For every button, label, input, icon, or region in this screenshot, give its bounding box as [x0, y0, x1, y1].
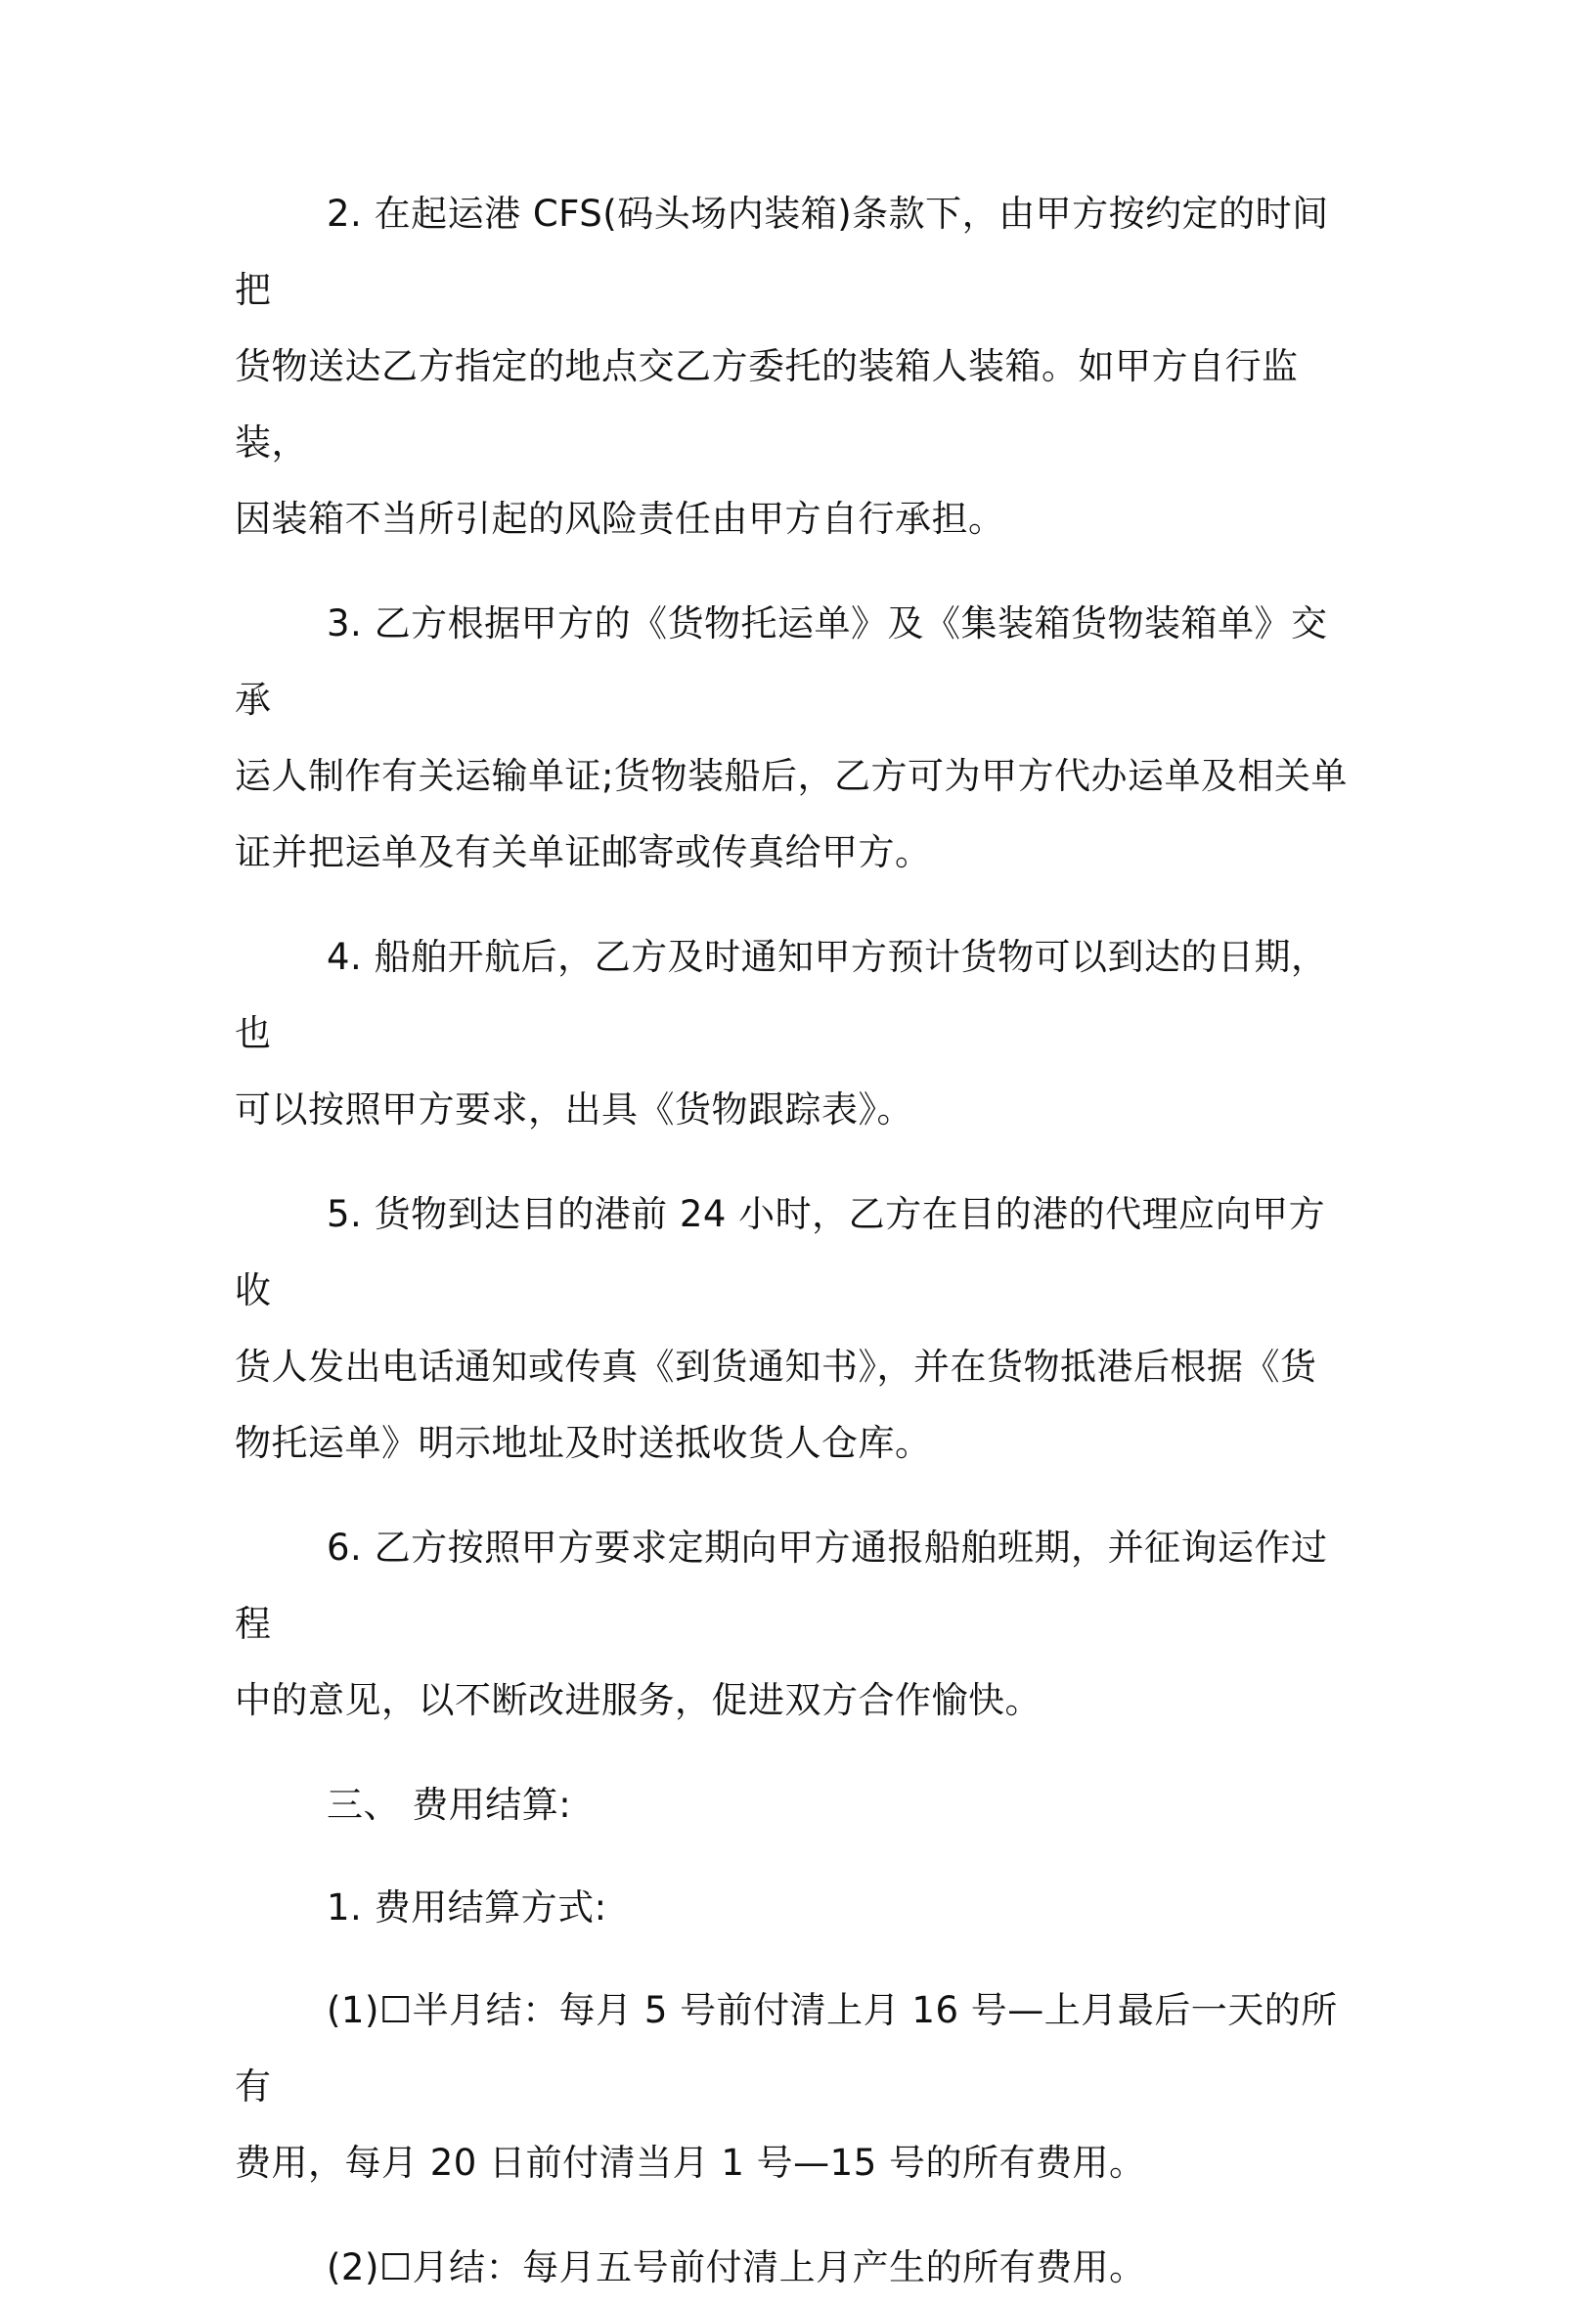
text-line: 可以按照甲方要求，出具《货物跟踪表》。 — [235, 1088, 913, 1131]
text-line: 费用，每月 20 日前付清当月 1 号—15 号的所有费用。 — [235, 2142, 1146, 2184]
paragraph-item-3 — [235, 586, 1359, 891]
paragraph-item-4 — [235, 919, 1359, 1148]
section-heading-fee-settlement: 三、 费用结算: — [327, 1784, 572, 1826]
document-body — [235, 176, 1359, 2306]
text-line: 货物送达乙方指定的地点交乙方委托的装箱人装箱。如甲方自行监装， — [235, 345, 1299, 464]
text-line: 中的意见，以不断改进服务，促进双方合作愉快。 — [235, 1679, 1042, 1721]
subheading-settlement-method: 1. 费用结算方式: — [327, 1886, 607, 1929]
text-line: 3. 乙方根据甲方的《货物托运单》及《集装箱货物装箱单》交承 — [235, 602, 1328, 721]
text-line: 物托运单》明示地址及时送抵收货人仓库。 — [235, 1422, 932, 1464]
text-line: 4. 船舶开航后，乙方及时通知甲方预计货物可以到达的日期，也 — [235, 936, 1328, 1054]
option-monthly-settlement: (2)☐月结：每月五号前付清上月产生的所有费用。 — [327, 2246, 1146, 2288]
option-half-month-settlement — [235, 1973, 1359, 2201]
text-line: 货人发出电话通知或传真《到货通知书》，并在货物抵港后根据《货 — [235, 1346, 1317, 1388]
paragraph-item-5 — [235, 1176, 1359, 1482]
text-line: 运人制作有关运输单证;货物装船后，乙方可为甲方代办运单及相关单 — [235, 755, 1348, 797]
paragraph-item-6 — [235, 1510, 1359, 1739]
text-line: 6. 乙方按照甲方要求定期向甲方通报船舶班期，并征询运作过程 — [235, 1527, 1328, 1645]
text-line: 5. 货物到达目的港前 24 小时，乙方在目的港的代理应向甲方收 — [235, 1193, 1326, 1311]
text-line: (1)☐半月结：每月 5 号前付清上月 16 号—上月最后一天的所有 — [235, 1989, 1338, 2107]
paragraph-item-2 — [235, 176, 1359, 557]
text-line: 因装箱不当所引起的风险责任由甲方自行承担。 — [235, 498, 1005, 540]
text-line: 证并把运单及有关单证邮寄或传真给甲方。 — [235, 831, 932, 873]
text-line: 2. 在起运港 CFS(码头场内装箱)条款下，由甲方按约定的时间把 — [235, 193, 1329, 311]
